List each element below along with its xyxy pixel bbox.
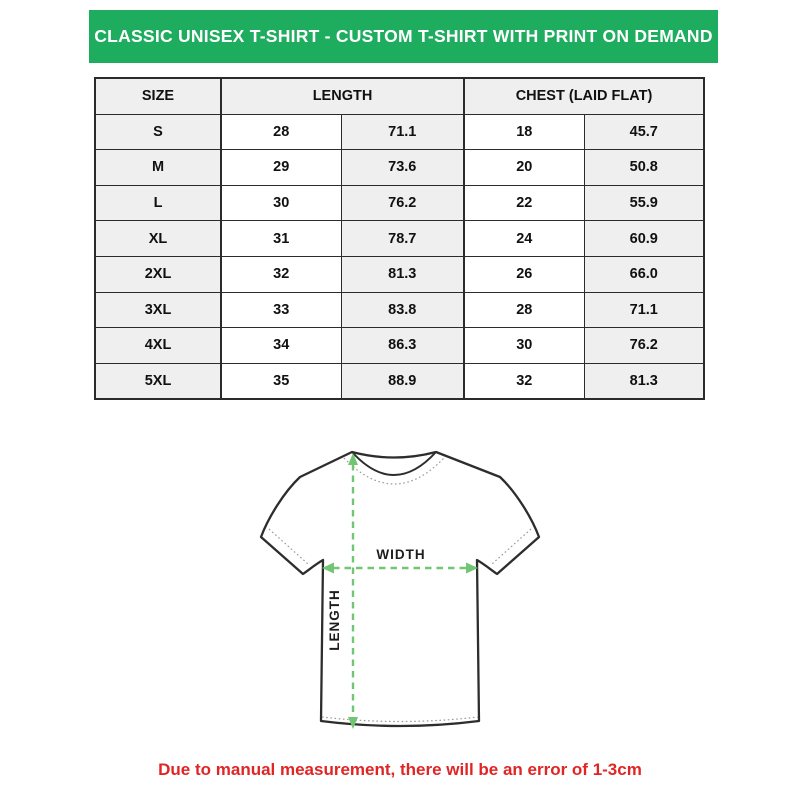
- column-header-chest: CHEST (LAID FLAT): [464, 78, 704, 114]
- length-in-cell: 33: [221, 292, 341, 328]
- size-cell: S: [95, 114, 221, 150]
- size-cell: M: [95, 150, 221, 186]
- title-banner: [89, 10, 718, 63]
- length-in-cell: 29: [221, 150, 341, 186]
- length-cm-cell: 81.3: [341, 256, 464, 292]
- chest-in-cell: 28: [464, 292, 584, 328]
- table-header-row: [95, 78, 704, 114]
- length-in-cell: 34: [221, 328, 341, 364]
- chest-cm-cell: 55.9: [584, 185, 704, 221]
- chest-in-cell: 20: [464, 150, 584, 186]
- table-row: [95, 114, 704, 150]
- chest-cm-cell: 71.1: [584, 292, 704, 328]
- length-cm-cell: 88.9: [341, 363, 464, 399]
- length-cm-cell: 83.8: [341, 292, 464, 328]
- chest-in-cell: 32: [464, 363, 584, 399]
- length-cm-cell: 86.3: [341, 328, 464, 364]
- table-row: [95, 328, 704, 364]
- length-in-cell: 31: [221, 221, 341, 257]
- page-title: CLASSIC UNISEX T-SHIRT - CUSTOM T-SHIRT WITH PRINT ON DEMAND: [94, 26, 713, 46]
- size-table: [94, 77, 705, 400]
- length-cm-cell: 78.7: [341, 221, 464, 257]
- chest-in-cell: 18: [464, 114, 584, 150]
- table-row: [95, 150, 704, 186]
- size-cell: 4XL: [95, 328, 221, 364]
- length-cm-cell: 76.2: [341, 185, 464, 221]
- length-cm-cell: 71.1: [341, 114, 464, 150]
- size-cell: XL: [95, 221, 221, 257]
- length-label: LENGTH: [327, 589, 342, 651]
- chest-cm-cell: 81.3: [584, 363, 704, 399]
- table-row: [95, 185, 704, 221]
- chest-cm-cell: 60.9: [584, 221, 704, 257]
- chest-cm-cell: 66.0: [584, 256, 704, 292]
- length-in-cell: 32: [221, 256, 341, 292]
- length-in-cell: 35: [221, 363, 341, 399]
- chest-in-cell: 24: [464, 221, 584, 257]
- table-row: [95, 256, 704, 292]
- length-in-cell: 28: [221, 114, 341, 150]
- size-cell: L: [95, 185, 221, 221]
- measurement-error-note: Due to manual measurement, there will be an error of 1-3cm: [158, 760, 642, 779]
- chest-cm-cell: 76.2: [584, 328, 704, 364]
- chest-in-cell: 30: [464, 328, 584, 364]
- chest-cm-cell: 45.7: [584, 114, 704, 150]
- size-cell: 5XL: [95, 363, 221, 399]
- size-cell: 3XL: [95, 292, 221, 328]
- table-row: [95, 292, 704, 328]
- size-cell: 2XL: [95, 256, 221, 292]
- chest-in-cell: 22: [464, 185, 584, 221]
- table-row: [95, 221, 704, 257]
- column-header-length: LENGTH: [221, 78, 464, 114]
- length-in-cell: 30: [221, 185, 341, 221]
- tshirt-outline: [261, 452, 539, 726]
- width-label: WIDTH: [376, 547, 426, 562]
- length-cm-cell: 73.6: [341, 150, 464, 186]
- column-header-size: SIZE: [95, 78, 221, 114]
- chest-in-cell: 26: [464, 256, 584, 292]
- table-row: [95, 363, 704, 399]
- chest-cm-cell: 50.8: [584, 150, 704, 186]
- tshirt-measurement-diagram: [240, 430, 560, 750]
